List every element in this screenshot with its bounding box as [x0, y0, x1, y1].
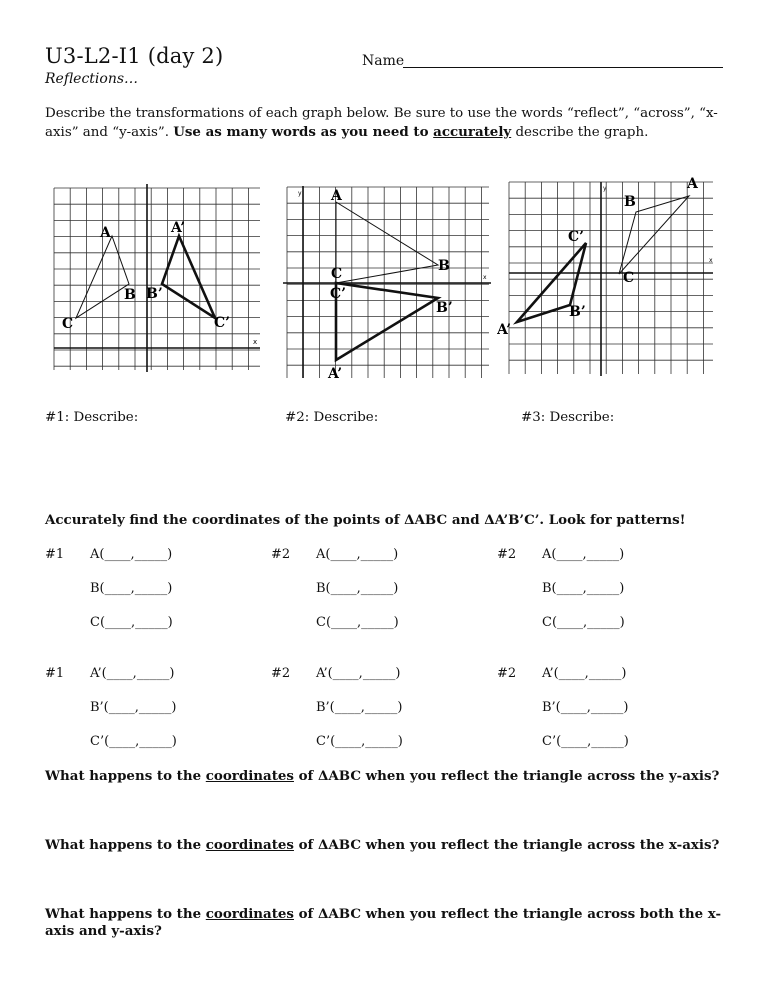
- graph-1-label-a-prime: A’: [171, 220, 186, 236]
- question-3-post: of ΔABC when you reflect the triangle across both the x-axis and y-axis?: [45, 906, 722, 939]
- coord-group-4-number: #1: [45, 666, 65, 681]
- instructions-emphasis: accurately: [433, 124, 512, 140]
- graph-2-label-b-prime: B’: [436, 300, 453, 316]
- coord-group-3-c[interactable]: C(____,_____): [542, 615, 625, 630]
- graph-1-label-c: C: [62, 316, 74, 332]
- question-x-axis: [45, 837, 735, 854]
- graph-2-label-a: A: [331, 188, 342, 204]
- coord-group-2-b[interactable]: B(____,_____): [316, 581, 399, 596]
- graph-3: [497, 172, 719, 378]
- graph-3-y-axis-label: y: [603, 185, 607, 192]
- coord-group-1-a[interactable]: A(____,_____): [90, 547, 173, 562]
- coord-group-3-a[interactable]: A(____,_____): [542, 547, 625, 562]
- coord-group-6-c-prime[interactable]: C’(____,_____): [542, 734, 629, 749]
- graph-1-x-axis-label: x: [253, 338, 258, 346]
- graph-2-triangle-prime: [336, 283, 438, 360]
- graph-2-svg: [283, 186, 495, 382]
- graph-3-label-b-prime: B’: [569, 304, 586, 320]
- graph-1-label-a: A: [100, 225, 111, 241]
- question-3-emphasis: coordinates: [205, 906, 294, 922]
- graph-2-describe-prompt: #2: Describe:: [285, 410, 379, 425]
- coord-group-5-b-prime[interactable]: B’(____,_____): [316, 700, 403, 715]
- coord-group-1-number: #1: [45, 547, 65, 562]
- graph-3-label-b: B: [624, 194, 636, 210]
- graph-2: [283, 186, 495, 382]
- question-1-post: of ΔABC when you reflect the triangle across the y-axis?: [293, 768, 720, 784]
- graph-2-x-axis-label: x: [483, 274, 487, 281]
- graph-1-svg: [50, 184, 264, 374]
- graph-1-label-c-prime: C’: [214, 315, 231, 331]
- graph-3-grid: [509, 182, 713, 374]
- question-3-pre: What happens to the: [45, 906, 206, 922]
- coord-group-1-b[interactable]: B(____,_____): [90, 581, 173, 596]
- coord-group-6-number: #2: [497, 666, 517, 681]
- instructions-part1: Describe the transformations of each graph below. Be sure to use the words “reflect”, “across”, “x-axis” and “y-axis”.: [45, 106, 718, 140]
- graph-1-triangle-prime: [162, 236, 215, 318]
- name-label: Name: [362, 53, 405, 69]
- question-2-post: of ΔABC when you reflect the triangle across the x-axis?: [293, 837, 720, 853]
- question-1-emphasis: coordinates: [205, 768, 294, 784]
- instructions-part2: Use as many words as you need to: [173, 124, 434, 140]
- coord-group-5-number: #2: [271, 666, 291, 681]
- graph-2-y-axis-label: y: [298, 190, 302, 197]
- graph-1-grid: [54, 188, 260, 370]
- graph-2-label-a-prime: A’: [328, 366, 343, 382]
- coord-group-4-c-prime[interactable]: C’(____,_____): [90, 734, 177, 749]
- graph-2-triangle-abc: [336, 202, 438, 283]
- graph-3-label-a: A: [687, 176, 698, 192]
- question-both-axes: [45, 906, 735, 940]
- coord-group-2-c[interactable]: C(____,_____): [316, 615, 399, 630]
- name-blank-line[interactable]: [403, 67, 723, 68]
- coord-group-2-a[interactable]: A(____,_____): [316, 547, 399, 562]
- coord-group-5-c-prime[interactable]: C’(____,_____): [316, 734, 403, 749]
- graph-1: [50, 184, 264, 374]
- graph-1-label-b-prime: B’: [146, 286, 163, 302]
- coord-group-4-b-prime[interactable]: B’(____,_____): [90, 700, 177, 715]
- instructions-bold: [173, 124, 511, 140]
- graph-2-label-c: C: [331, 266, 343, 282]
- graph-3-svg: [497, 172, 719, 378]
- instructions-part3: describe the graph.: [511, 125, 649, 140]
- question-2-pre: What happens to the: [45, 837, 206, 853]
- coord-group-3-b[interactable]: B(____,_____): [542, 581, 625, 596]
- graph-3-x-axis-label: x: [709, 257, 713, 264]
- graph-3-label-c: C: [623, 270, 635, 286]
- question-1-pre: What happens to the: [45, 768, 206, 784]
- coord-group-5-a-prime[interactable]: A’(____,_____): [316, 666, 401, 681]
- coord-group-4-a-prime[interactable]: A’(____,_____): [90, 666, 175, 681]
- graph-3-label-c-prime: C’: [568, 229, 585, 245]
- graph-3-describe-prompt: #3: Describe:: [521, 410, 615, 425]
- worksheet-title: U3-L2-I1 (day 2): [45, 44, 224, 68]
- coord-group-6-a-prime[interactable]: A’(____,_____): [542, 666, 627, 681]
- graph-1-describe-prompt: #1: Describe:: [45, 410, 139, 425]
- graph-1-label-b: B: [124, 287, 136, 303]
- graph-2-label-c-prime: C’: [330, 286, 347, 302]
- graph-3-label-a-prime: A’: [497, 322, 512, 338]
- question-y-axis: [45, 768, 735, 785]
- coordinates-heading: Accurately find the coordinates of the points of ΔABC and ΔA’B’C’. Look for patterns!: [45, 512, 686, 528]
- worksheet-subtitle: Reflections…: [45, 71, 139, 87]
- coord-group-3-number: #2: [497, 547, 517, 562]
- coord-group-2-number: #2: [271, 547, 291, 562]
- question-2-emphasis: coordinates: [205, 837, 294, 853]
- coord-group-1-c[interactable]: C(____,_____): [90, 615, 173, 630]
- graph-2-label-b: B: [438, 258, 450, 274]
- coord-group-6-b-prime[interactable]: B’(____,_____): [542, 700, 629, 715]
- instructions: [45, 105, 725, 142]
